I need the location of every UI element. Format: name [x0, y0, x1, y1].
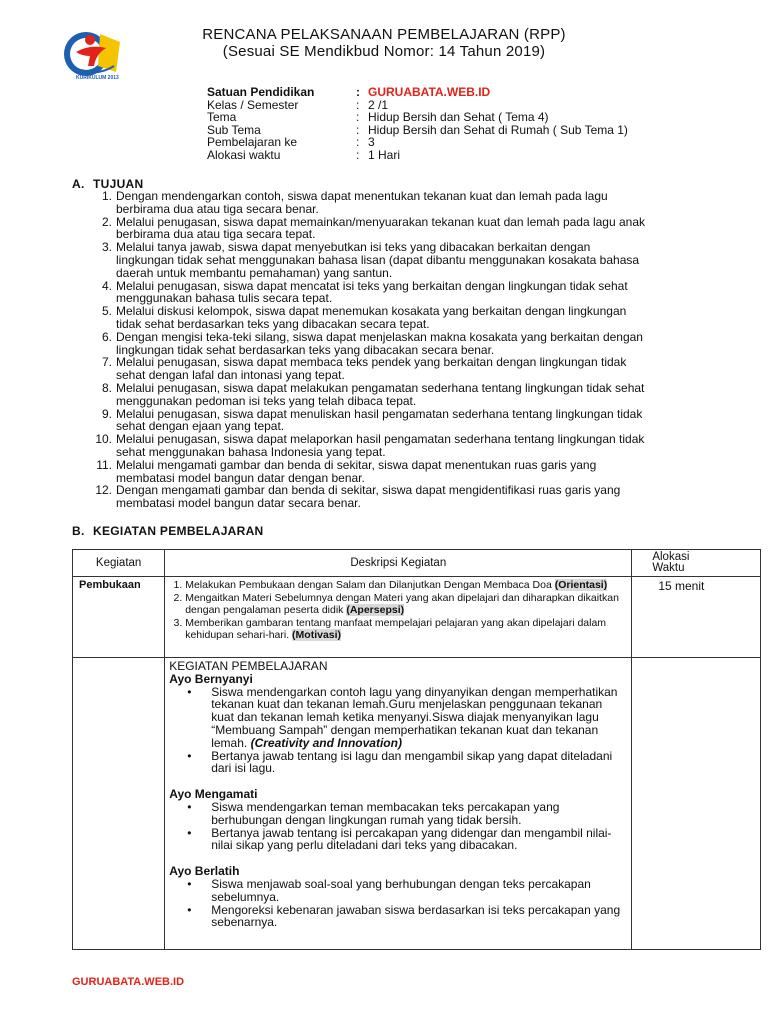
- tujuan-item: [101, 214, 738, 242]
- subheading-ayo-berlatih: Ayo Berlatih: [169, 864, 240, 879]
- tujuan-number: 10.: [95, 432, 112, 447]
- tujuan-number: 5.: [101, 304, 112, 319]
- tujuan-item: [101, 189, 738, 216]
- list-item: • Siswa mendengarkan teman membacakan teks percakapan yang berhubungan dengan lingkungan rumah yang tidak bersih.: [211, 801, 627, 827]
- table-header-row: [73, 550, 761, 577]
- tujuan-line: Dengan mengisi teka-teki silang, siswa dapat menjelaskan makna kosakata yang berkaitan dengan: [116, 329, 643, 344]
- tujuan-line: membatasi model bangun datar dengan benar.: [116, 470, 365, 485]
- list-item: [185, 617, 629, 641]
- tujuan-line: Dengan mendengarkan contoh, siswa dapat menentukan tekanan kuat dan lemah pada lagu: [116, 189, 608, 203]
- tujuan-line: Melalui penugasan, siswa dapat membaca teks pendek yang berkaitan dengan lingkungan tidak: [116, 355, 627, 370]
- tujuan-item: [96, 457, 738, 485]
- tujuan-line: Melalui penugasan, siswa dapat menuliskan hasil pengamatan sederhana tentang lingkungan tidak: [116, 406, 643, 421]
- section-title: KEGIATAN PEMBELAJARAN: [93, 524, 264, 538]
- tujuan-number: 8.: [101, 380, 112, 395]
- tujuan-line: Melalui mengamati gambar dan benda di sekitar, siswa dapat menentukan ruas garis yang: [116, 457, 597, 472]
- tujuan-line: membatasi model bangun datar secara benar.: [116, 496, 361, 511]
- tujuan-item: [95, 483, 738, 511]
- tujuan-line: lingkungan tidak sehat menggunakan bahasa lisan (dapat dibantu menggunakan kosakata bahasa: [116, 252, 640, 267]
- list-item-text: Memberikan gambaran tentang manfaat mempelajari pelajaran yang akan dipelajari dalam kehidupan sehari-hari.: [185, 617, 607, 641]
- subheading-ayo-bernyanyi: Ayo Bernyanyi: [169, 671, 253, 686]
- identity-key: Alokasi waktu: [207, 147, 281, 162]
- document-subtitle: (Sesuai SE Mendikbud Nomor: 14 Tahun 2019): [222, 43, 546, 60]
- tujuan-number: 2.: [101, 214, 112, 229]
- tujuan-line: tidak sehat berdasarkan teks yang dibacakan secara tepat.: [116, 316, 430, 331]
- list-item: [185, 579, 629, 591]
- tujuan-line: Melalui penugasan, siswa dapat melaporkan hasil pengamatan sederhana tentang lingkungan tidak: [116, 432, 645, 447]
- tujuan-line: sehat menggunakan bahasa Indonesia yang tepat.: [116, 444, 386, 459]
- tujuan-line: menggunakan pedoman isi teks yang telah dibaca tepat.: [116, 393, 417, 408]
- identity-value: 2 /1: [368, 97, 389, 112]
- list-item-text: Siswa mendengarkan contoh lagu yang dinyanyikan dengan memperhatikan tekanan kuat dan tekanan lemah.Guru menjelaskan penggunaan tekanan kuat dan tekanan lemah ketika menyanyi.Siswa diajak menyanyikan lagu “Membuang Sampah” dengan memperhatikan tekanan kuat dan tekanan lemah.: [211, 684, 618, 750]
- document-title: RENCANA PELAKSANAAN PEMBELAJARAN (RPP): [202, 26, 566, 43]
- tujuan-line: Melalui penugasan, siswa dapat melakukan pengamatan sederhana tentang lingkungan tidak sehat: [116, 380, 645, 395]
- tujuan-item: [101, 355, 738, 383]
- tujuan-line: daerah untuk membantu pemahaman) yang santun.: [116, 265, 393, 280]
- identity-value: 3: [368, 135, 375, 150]
- logo-text: KURIKULUM 2013: [76, 75, 119, 81]
- activity-description: [165, 577, 632, 658]
- section-number: A.: [72, 177, 85, 191]
- identity-value: Hidup Bersih dan Sehat di Rumah ( Sub Tema 1): [368, 122, 628, 137]
- tujuan-line: Melalui tanya jawab, siswa dapat menyebutkan isi teks yang dibacakan berkaitan dengan: [116, 240, 591, 255]
- section-number: B.: [72, 524, 85, 538]
- tujuan-item: [101, 380, 738, 408]
- tujuan-number: 3.: [101, 240, 112, 255]
- list-item-tag: (Motivasi): [292, 629, 342, 641]
- identity-value: Hidup Bersih dan Sehat ( Tema 4): [368, 110, 549, 125]
- identity-key: Sub Tema: [207, 122, 261, 137]
- footer-site: GURUABATA.WEB.ID: [72, 976, 185, 988]
- tujuan-line: Melalui penugasan, siswa dapat mencatat isi teks yang berkaitan dengan lingkungan tidak sehat: [116, 278, 628, 293]
- activity-name: Pembukaan: [73, 577, 165, 658]
- section-b-heading: [72, 524, 264, 538]
- tujuan-item: [101, 278, 738, 306]
- tujuan-line: Dengan mengamati gambar dan benda di sekitar, siswa dapat mengidentifikasi ruas garis yang: [116, 483, 621, 498]
- tujuan-line: Melalui penugasan, siswa dapat memainkan/menyuarakan tekanan kuat dan lemah pada lagu anak: [116, 214, 646, 229]
- list-item-tag: (Apersepsi): [346, 604, 405, 616]
- list-item-text: Mengaitkan Materi Sebelumnya dengan Materi yang akan dipelajari dan diharapkan dikaitkan dengan pengalaman peserta didik: [185, 592, 619, 616]
- identity-key: Pembelajaran ke: [207, 135, 298, 150]
- list-item: • Mengoreksi kebenaran jawaban siswa berdasarkan isi teks percakapan yang sebenarnya.: [211, 904, 627, 930]
- list-item: • Bertanya jawab tentang isi percakapan yang didengar dan mengambil nilai-nilai sikap yang perlu diteladani dari teks yang dibacakan.: [211, 827, 627, 853]
- tujuan-line: sehat dengan lafal dan intonasi yang tepat.: [116, 368, 345, 383]
- identity-value: GURUABATA.WEB.ID: [368, 85, 491, 99]
- activity-description: [165, 658, 632, 950]
- tujuan-item: [101, 406, 738, 434]
- identity-key: Satuan Pendidikan: [207, 85, 315, 99]
- list-item: • Bertanya jawab tentang isi lagu dan mengambil sikap yang dapat diteladani dari isi lagu.: [211, 750, 627, 776]
- table-row: [73, 577, 761, 658]
- bullet-list: [169, 878, 627, 929]
- identity-value: 1 Hari: [368, 147, 401, 162]
- list-item: [211, 686, 627, 750]
- tujuan-line: Melalui diskusi kelompok, siswa dapat menemukan kosakata yang berkaitan dengan lingkungan: [116, 304, 627, 319]
- tujuan-number: 12.: [95, 483, 112, 498]
- table-row: [73, 658, 761, 950]
- tujuan-number: 1.: [101, 189, 112, 203]
- tujuan-number: 11.: [96, 457, 112, 472]
- tujuan-item: [101, 329, 738, 357]
- header-alokasi: [632, 550, 761, 577]
- tujuan-line: menggunakan bahasa tulis secara tepat.: [116, 291, 333, 306]
- header-alokasi-text: Alokasi Waktu: [652, 551, 690, 574]
- tujuan-item: [101, 304, 738, 331]
- tujuan-item: [95, 432, 738, 459]
- activity-duration: 15 menit: [632, 577, 761, 658]
- list-item-emphasis: (Creativity and Innovation): [250, 735, 402, 750]
- tujuan-line: lingkungan tidak sehat berdasarkan teks yang dibacakan secara benar.: [116, 342, 495, 357]
- tujuan-number: 7.: [101, 355, 112, 370]
- identity-key: Tema: [207, 110, 237, 125]
- list-item: [185, 592, 629, 616]
- activities-table: [72, 549, 761, 950]
- header-deskripsi: Deskripsi Kegiatan: [165, 550, 632, 577]
- tujuan-line: berbirama dua atau tiga secara tepat.: [116, 227, 316, 242]
- subheading-ayo-mengamati: Ayo Mengamati: [169, 787, 258, 802]
- bullet-list: [169, 801, 627, 852]
- header-kegiatan: Kegiatan: [73, 550, 165, 577]
- tujuan-number: 9.: [101, 406, 112, 421]
- section-title: TUJUAN: [93, 177, 144, 191]
- activity-duration: [632, 658, 761, 950]
- tujuan-number: 4.: [101, 278, 112, 293]
- list-item-tag: (Orientasi): [554, 579, 608, 591]
- list-item-text: Melakukan Pembukaan dengan Salam dan Dilanjutkan Dengan Membaca Doa: [185, 579, 552, 591]
- tujuan-line: sehat dengan ejaan yang tepat.: [116, 419, 285, 434]
- tujuan-line: berbirama dua atau tiga secara benar.: [116, 201, 319, 216]
- tujuan-number: 6.: [101, 329, 112, 344]
- bullet-list: [169, 686, 627, 776]
- pembukaan-list: [165, 577, 631, 648]
- tujuan-item: [101, 240, 738, 280]
- identity-key: Kelas / Semester: [207, 97, 299, 112]
- activity-name: [73, 658, 165, 950]
- tujuan-list: [95, 189, 738, 511]
- inti-heading: KEGIATAN PEMBELAJARAN: [169, 659, 328, 673]
- list-item: • Siswa menjawab soal-soal yang berhubungan dengan teks percakapan sebelumnya.: [211, 878, 627, 904]
